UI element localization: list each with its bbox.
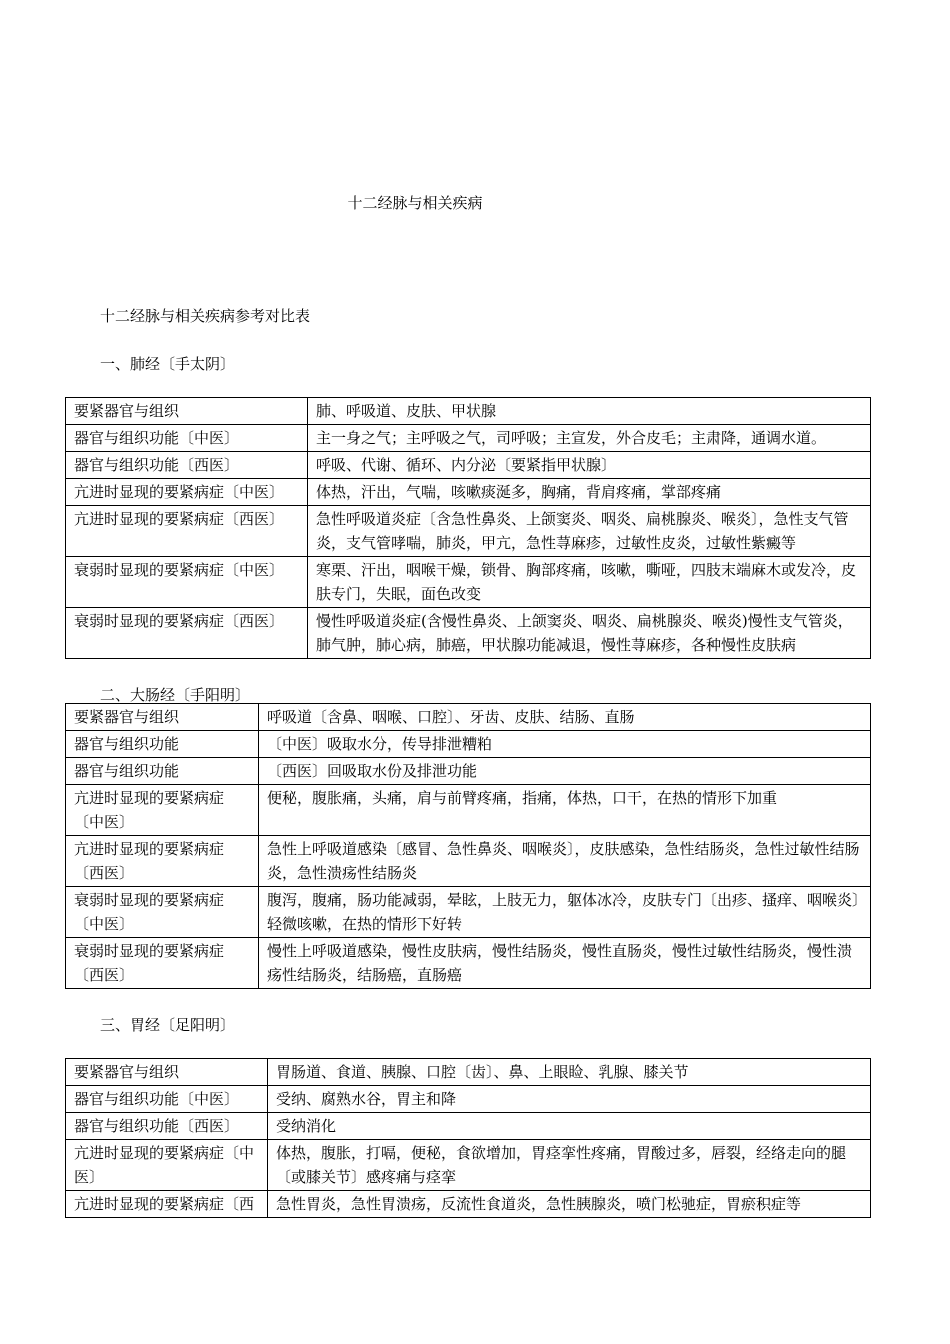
document-subtitle: 十二经脉与相关疾病参考对比表 xyxy=(100,307,311,325)
table-row xyxy=(66,887,871,938)
row-value: 急性呼吸道炎症〔含急性鼻炎、上颌窦炎、咽炎、扁桃腺炎、喉炎〕，急性支气管炎，支气管哮喘，肺炎，甲亢，急性荨麻疹，过敏性皮炎，过敏性紫癜等 xyxy=(308,506,871,557)
table-row xyxy=(66,1086,871,1113)
row-label: 器官与组织功能〔西医〕 xyxy=(66,452,308,479)
table-row xyxy=(66,452,871,479)
table-row xyxy=(66,1191,871,1218)
row-label: 亢进时显现的要紧病症〔中医〕 xyxy=(66,1140,268,1191)
row-value: 急性胃炎，急性胃溃疡，反流性食道炎，急性胰腺炎，喷门松驰症，胃瘀积症等 xyxy=(268,1191,871,1218)
row-value: 体热，汗出，气喘，咳嗽痰涎多，胸痛，背肩疼痛，掌部疼痛 xyxy=(308,479,871,506)
stomach-meridian-table xyxy=(65,1058,871,1218)
row-label: 衰弱时显现的要紧病症〔中医〕 xyxy=(66,557,308,608)
table-row xyxy=(66,608,871,659)
row-label: 器官与组织功能 xyxy=(66,758,259,785)
section-heading-large-intestine: 二、大肠经〔手阳明〕 xyxy=(100,686,251,704)
table-row xyxy=(66,1059,871,1086)
row-value: 〔西医〕回吸取水份及排泄功能 xyxy=(259,758,871,785)
row-value: 便秘，腹胀痛，头痛，肩与前臂疼痛，指痛，体热，口干，在热的情形下加重 xyxy=(259,785,871,836)
row-value: 受纳、腐熟水谷，胃主和降 xyxy=(268,1086,871,1113)
row-value: 寒栗、汗出，咽喉干燥，锁骨、胸部疼痛，咳嗽，嘶哑，四肢末端麻木或发冷，皮肤专门，失眠，面色改变 xyxy=(308,557,871,608)
row-value: 呼吸道〔含鼻、咽喉、口腔〕、牙齿、皮肤、结肠、直肠 xyxy=(259,704,871,731)
table-row xyxy=(66,425,871,452)
table-row xyxy=(66,731,871,758)
row-value: 急性上呼吸道感染〔感冒、急性鼻炎、咽喉炎〕，皮肤感染，急性结肠炎，急性过敏性结肠炎，急性溃疡性结肠炎 xyxy=(259,836,871,887)
row-label: 亢进时显现的要紧病症〔西 xyxy=(66,1191,268,1218)
section-heading-lung: 一、肺经〔手太阴〕 xyxy=(100,355,236,373)
row-label: 衰弱时显现的要紧病症〔西医〕 xyxy=(66,608,308,659)
table-row xyxy=(66,785,871,836)
row-label: 器官与组织功能〔中医〕 xyxy=(66,425,308,452)
row-value: 〔中医〕吸取水分，传导排泄糟粕 xyxy=(259,731,871,758)
row-value: 慢性呼吸道炎症(含慢性鼻炎、上颌窦炎、咽炎、扁桃腺炎、喉炎)慢性支气管炎，肺气肿，肺心病，肺癌，甲状腺功能减退，慢性荨麻疹，各种慢性皮肤病 xyxy=(308,608,871,659)
row-value: 肺、呼吸道、皮肤、甲状腺 xyxy=(308,398,871,425)
row-label: 要紧器官与组织 xyxy=(66,1059,268,1086)
table-row xyxy=(66,758,871,785)
row-value: 主一身之气；主呼吸之气，司呼吸；主宣发，外合皮毛；主肃降，通调水道。 xyxy=(308,425,871,452)
large-intestine-meridian-table xyxy=(65,703,871,989)
table-row xyxy=(66,1140,871,1191)
row-label: 亢进时显现的要紧病症〔西医〕 xyxy=(66,836,259,887)
row-label: 器官与组织功能〔中医〕 xyxy=(66,1086,268,1113)
table-row xyxy=(66,398,871,425)
row-label: 亢进时显现的要紧病症〔中医〕 xyxy=(66,479,308,506)
row-label: 衰弱时显现的要紧病症〔中医〕 xyxy=(66,887,259,938)
row-label: 要紧器官与组织 xyxy=(66,704,259,731)
table-row xyxy=(66,1113,871,1140)
row-value: 腹泻，腹痛，肠功能减弱，晕眩，上肢无力，躯体冰冷，皮肤专门〔出疹、搔痒、咽喉炎〕轻微咳嗽，在热的情形下好转 xyxy=(259,887,871,938)
table-row xyxy=(66,938,871,989)
row-value: 受纳消化 xyxy=(268,1113,871,1140)
document-title: 十二经脉与相关疾病 xyxy=(347,194,483,212)
row-value: 呼吸、代谢、循环、内分泌〔要紧指甲状腺〕 xyxy=(308,452,871,479)
section-heading-stomach: 三、胃经〔足阳明〕 xyxy=(100,1016,236,1034)
row-label: 器官与组织功能 xyxy=(66,731,259,758)
lung-meridian-table xyxy=(65,397,871,659)
row-label: 衰弱时显现的要紧病症〔西医〕 xyxy=(66,938,259,989)
row-value: 慢性上呼吸道感染，慢性皮肤病，慢性结肠炎，慢性直肠炎，慢性过敏性结肠炎，慢性溃疡性结肠炎，结肠癌，直肠癌 xyxy=(259,938,871,989)
row-label: 亢进时显现的要紧病症〔西医〕 xyxy=(66,506,308,557)
row-label: 器官与组织功能〔西医〕 xyxy=(66,1113,268,1140)
row-label: 亢进时显现的要紧病症〔中医〕 xyxy=(66,785,259,836)
row-value: 胃肠道、食道、胰腺、口腔〔齿〕、鼻、上眼睑、乳腺、膝关节 xyxy=(268,1059,871,1086)
table-row xyxy=(66,557,871,608)
table-row xyxy=(66,506,871,557)
row-label: 要紧器官与组织 xyxy=(66,398,308,425)
table-row xyxy=(66,704,871,731)
row-value: 体热，腹胀，打嗝，便秘，食欲增加，胃痉挛性疼痛，胃酸过多，唇裂，经络走向的腿〔或膝关节〕感疼痛与痉挛 xyxy=(268,1140,871,1191)
table-row xyxy=(66,479,871,506)
table-row xyxy=(66,836,871,887)
